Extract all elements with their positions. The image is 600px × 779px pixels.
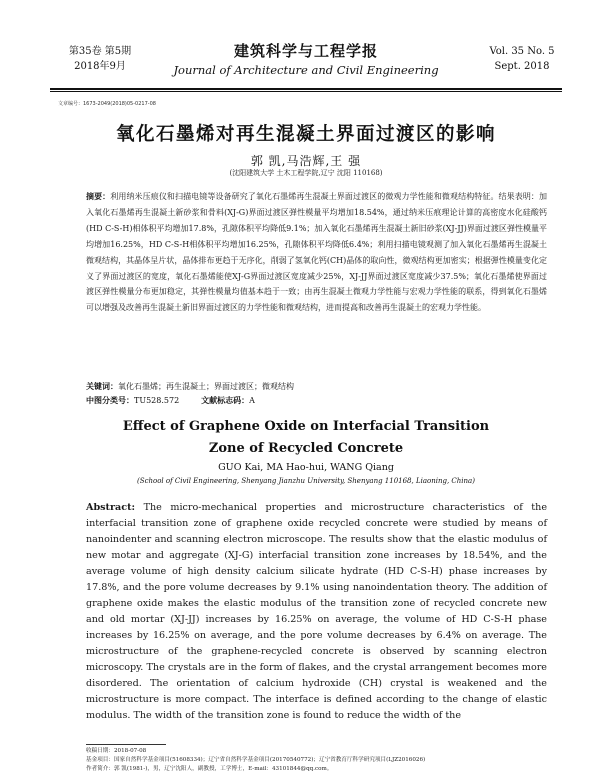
footnote-funding: 基金项目：国家自然科学基金项目(51608334)；辽宁省自然科学基金项目(20170540772)；辽宁省教育厅科学研究项目(LJZ2016026) [86,757,426,763]
cn-affiliation: (沈阳建筑大学 土木工程学院,辽宁 沈阳 110168) [229,169,383,177]
cn-keywords-label: 关键词： [86,382,118,391]
header-volume-cn-block [50,44,150,74]
cn-title: 氧化石墨烯对再生混凝土界面过渡区的影响 [115,124,496,145]
header-rule-thin [50,91,562,92]
article-number: 文章编号：1673-2049(2018)05-0217-08 [58,101,156,107]
header-volume-en-block [482,44,562,74]
footnote-received: 收稿日期：2018-07-08 [86,748,147,754]
en-affiliation: (School of Civil Engineering, Shenyang Jianzhu University, Shenyang 110168, Liaoning, China) [137,477,475,485]
en-title-line1: Effect of Graphene Oxide on Interfacial Transition [122,419,490,434]
journal-name-en: Journal of Architecture and Civil Engineering [173,63,439,77]
cn-authors: 郭 凯,马浩辉,王 强 [250,154,362,168]
cn-keywords-text: 氧化石墨烯；再生混凝土；界面过渡区；微观结构 [118,382,294,391]
header-volume-issue-en: Vol. 35 No. 5 [489,46,555,57]
cn-doc-code-value: A [249,396,255,405]
en-abstract [86,500,547,724]
header-date-en: Sept. 2018 [494,61,550,72]
cn-class-value: TU528.572 [134,396,180,405]
cn-keywords [86,380,547,394]
en-title [50,416,562,460]
journal-name-cn: 建筑科学与工程学报 [233,42,378,60]
footnote-author: 作者简介：郭 凯(1981-)，男，辽宁沈阳人，副教授，工学博士，E-mail：43101844@qq.com。 [86,766,333,772]
header-volume-issue-cn: 第35卷 第5期 [68,46,132,57]
cn-doc-code-label: 文献标志码： [201,396,250,405]
header-journal-name [170,40,442,78]
en-abstract-text: The micro-mechanical properties and microstructure characteristics of the interfacial transition zone of graphene oxide recycled concrete were studied by means of nanoindenter and scanning electron microscope. The results show that the elastic modulus of new motar and aggregate (XJ-G) interfacial transition zone increases by 18.54%, and the average volume of high density calcium silicate hydrate (HD C-S-H) phase increases by 17.8%, and the pore volume decreases by 9.1% using nanoindentation theory. The addition of graphene oxide makes the elastic modulus of the transition zone of recycled concrete new and old mortar (XJ-JJ) increases by 16.25% on average, the volume of HD C-S-H phase increases by 16.25% on average, and the pore volume decreases by 6.4% on average. The microstructure of the graphene-recycled concrete is observed by scanning electron microscopy. The crystals are in the form of flakes, and the crystal arrangement becomes more disordered. The orientation of calcium hydroxide (CH) crystal is weakened and the microstructure is more compact. The interface is defined according to the change of elastic modulus. The width of the transition zone is found to reduce the width of the [86,502,547,721]
cn-abstract-label: 摘要： [86,192,111,201]
footnote-rule [86,744,166,745]
cn-classification [86,394,255,408]
en-title-line2: Zone of Recycled Concrete [208,441,404,456]
cn-class-label: 中图分类号： [86,396,134,405]
en-abstract-label: Abstract: [86,502,136,513]
cn-abstract-text: 利用纳米压痕仪和扫描电镜等设备研究了氧化石墨烯再生混凝土界面过渡区的微观力学性能和微观结构特征。结果表明：加入氧化石墨烯再生混凝土新砂浆和骨料(XJ-G)界面过渡区弹性模量平均增加18.54%，通过纳米压痕理论计算的高密度水化硅酸钙(HD C-S-H)相体积平均增加17.8%，孔隙体积平均降低9.1%；加入氧化石墨烯再生混凝土新旧砂浆(XJ-JJ)界面过渡区弹性模量平均增加16.25%，HD C-S-H相体积平均增加16.25%，孔隙体积平均降低6.4%；利用扫描电镜观测了加入氧化石墨烯再生混凝土微观结构，其晶体呈片状，晶体排布更趋于无序化，削弱了氢氧化钙(CH)晶体的取向性，微观结构更加密实；根据弹性模量变化定义了界面过渡区的宽度，氧化石墨烯能使XJ-G界面过渡区宽度减少25%，XJ-JJ界面过渡区宽度减少37.5%；氧化石墨烯使界面过渡区弹性模量分布更加稳定，其弹性模量均值基本趋于一致；由再生混凝土微观力学性能与宏观力学性能的联系，得到氧化石墨烯可以增强及改善再生混凝土新旧界面过渡区的力学性能和微观结构，进而提高和改善再生混凝土的宏观力学性能。 [86,192,548,313]
journal-header [50,40,562,86]
header-date-cn: 2018年9月 [74,61,126,72]
header-rule-thick [50,88,562,90]
cn-abstract [86,189,547,316]
footnotes [86,747,556,774]
en-authors: GUO Kai, MA Hao-hui, WANG Qiang [218,462,394,473]
